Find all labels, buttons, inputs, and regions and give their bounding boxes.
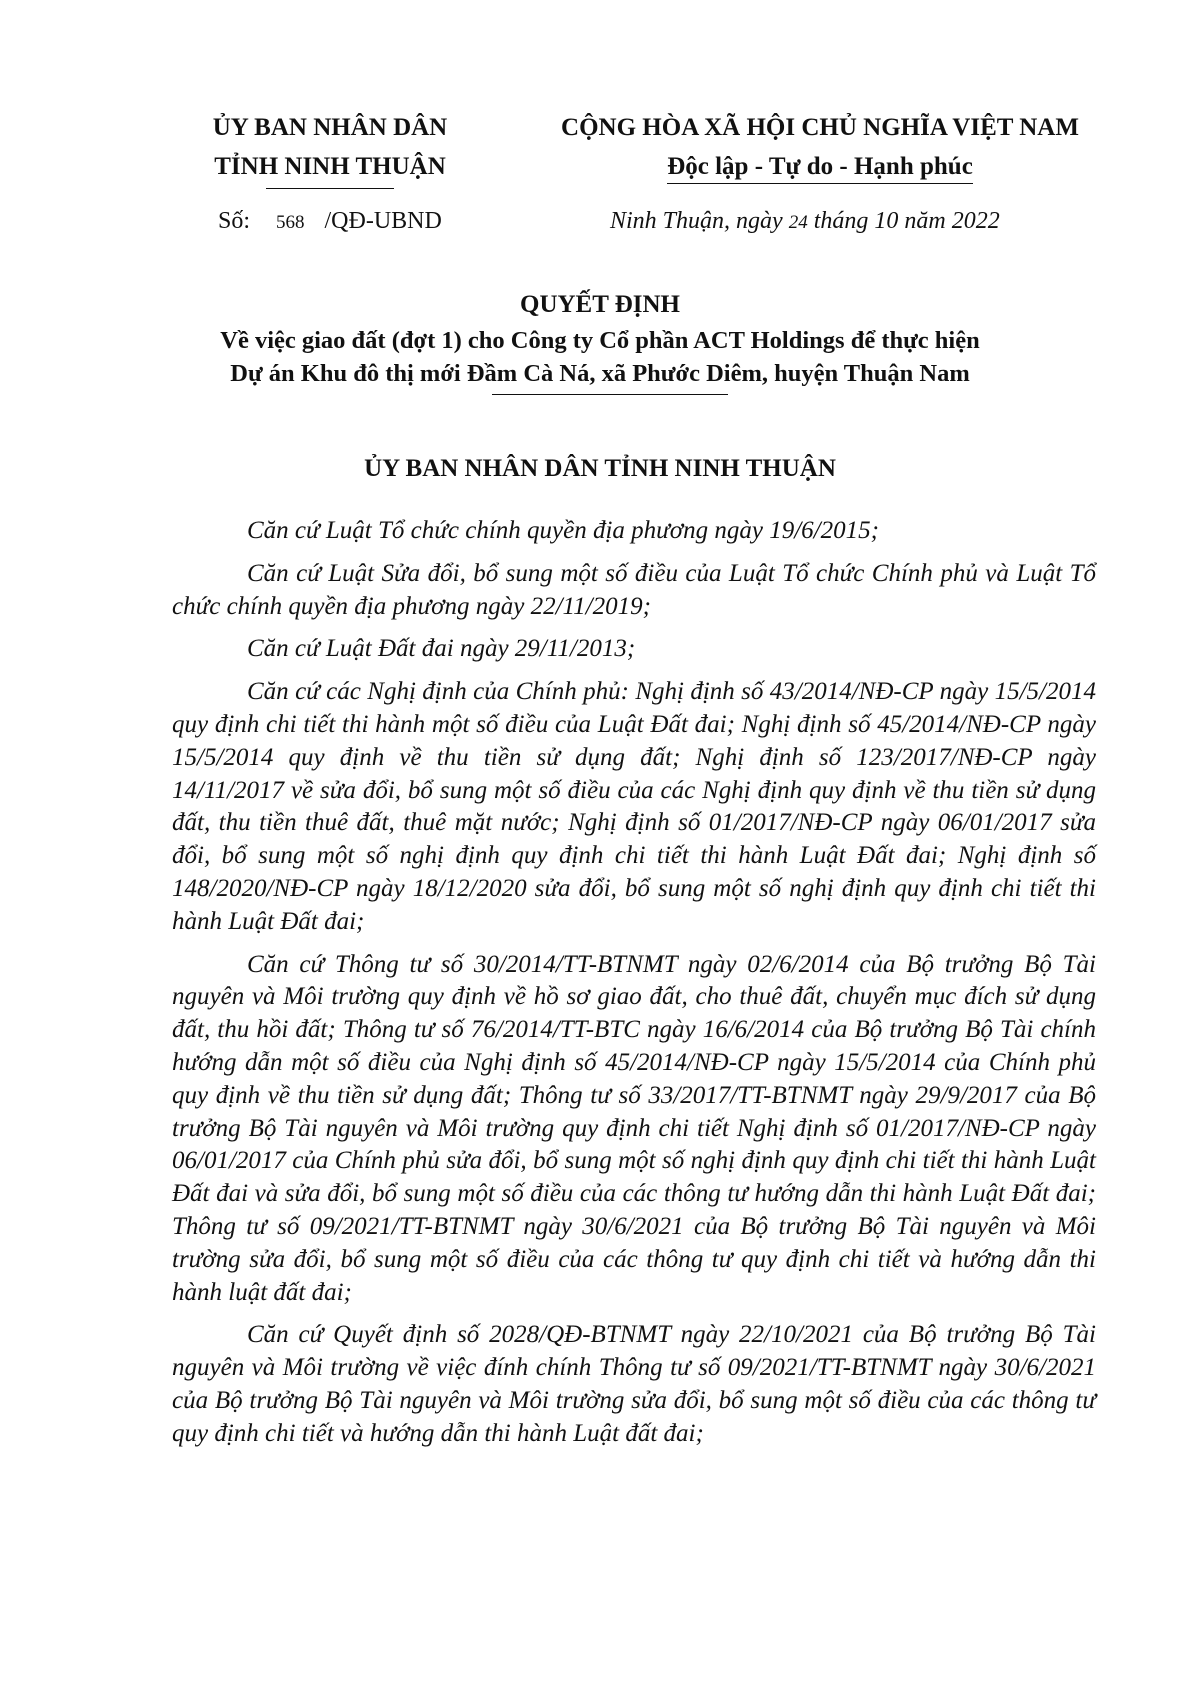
issuing-authority: ỦY BAN NHÂN DÂN TỈNH NINH THUẬN [364, 455, 836, 482]
agency-divider [266, 188, 394, 189]
number-prefix: Số: [218, 208, 251, 234]
national-header [530, 108, 1110, 186]
basis-paragraph: Căn cứ Quyết định số 2028/QĐ-BTNMT ngày 22/10/2021 của Bộ trưởng Bộ Tài nguyên và Môi trường về việc đính chính Thông tư số 09/2021/TT-BTNMT ngày 30/6/2021 của Bộ trưởng Bộ Tài nguyên và Môi trường sửa đổi, bổ sung một số điều của các thông tư quy định chi tiết và hướng dẫn thi hành Luật đất đai; [172, 1321, 1096, 1447]
decision-subject-line-1: Về việc giao đất (đợt 1) cho Công ty Cổ phần ACT Holdings để thực hiện [220, 327, 980, 354]
decision-title: QUYẾT ĐỊNH [520, 291, 680, 318]
legal-basis [172, 515, 1096, 1461]
issue-date [610, 208, 1000, 235]
republic-title: CỘNG HÒA XÃ HỘI CHỦ NGHĨA VIỆT NAM [561, 114, 1079, 141]
decision-subject-line-2: Dự án Khu đô thị mới Đầm Cà Ná, xã Phước Diêm, huyện Thuận Nam [230, 360, 970, 387]
agency-line-1: ỦY BAN NHÂN DÂN [212, 114, 448, 141]
decision-heading [0, 287, 1200, 395]
agency-line-2: TỈNH NINH THUẬN [214, 153, 446, 180]
date-suffix: tháng 10 năm 2022 [813, 208, 1000, 234]
basis-paragraph: Căn cứ Luật Đất đai ngày 29/11/2013; [247, 635, 636, 663]
date-day: 24 [788, 212, 808, 233]
national-motto: Độc lập - Tự do - Hạnh phúc [667, 152, 973, 184]
decision-divider [492, 394, 728, 395]
basis-paragraph: Căn cứ các Nghị định của Chính phủ: Nghị định số 43/2014/NĐ-CP ngày 15/5/2014 quy định chi tiết thi hành một số điều của Luật Đất đai; Nghị định số 45/2014/NĐ-CP ngày 15/5/2014 quy định về thu tiền sử dụng đất; Nghị định số 123/2017/NĐ-CP ngày 14/11/2017 về sửa đổi, bổ sung một số điều của các Nghị định quy định về thu tiền sử dụng đất, thu tiền thuê đất, thuê mặt nước; Nghị định số 01/2017/NĐ-CP ngày 06/01/2017 sửa đổi, bổ sung một số nghị định quy định chi tiết thi hành Luật Đất đai; Nghị định số 148/2020/NĐ-CP ngày 18/12/2020 sửa đổi, bổ sung một số nghị định quy định chi tiết thi hành Luật Đất đai; [172, 678, 1096, 935]
date-prefix: Ninh Thuận, ngày [610, 208, 783, 234]
number-value: 568 [276, 212, 305, 233]
issuing-agency [170, 108, 490, 189]
basis-paragraph: Căn cứ Luật Sửa đổi, bổ sung một số điều của Luật Tổ chức Chính phủ và Luật Tổ chức chính quyền địa phương ngày 22/11/2019; [172, 559, 1096, 620]
basis-paragraph: Căn cứ Thông tư số 30/2014/TT-BTNMT ngày 02/6/2014 của Bộ trưởng Bộ Tài nguyên và Môi trường quy định về hồ sơ giao đất, cho thuê đất, chuyển mục đích sử dụng đất, thu hồi đất; Thông tư số 76/2014/TT-BTC ngày 16/6/2014 của Bộ trưởng Bộ Tài chính hướng dẫn một số điều của Nghị định số 45/2014/NĐ-CP ngày 15/5/2014 của Chính phủ quy định về thu tiền sử dụng đất; Thông tư số 33/2017/TT-BTNMT ngày 29/9/2017 của Bộ trưởng Bộ Tài nguyên và Môi trường quy định chi tiết Nghị định số 01/2017/NĐ-CP ngày 06/01/2017 của Chính phủ sửa đổi, bổ sung một số nghị định quy định chi tiết thi hành Luật Đất đai và sửa đổi, bổ sung một số điều của các thông tư hướng dẫn thi hành Luật Đất đai; Thông tư số 09/2021/TT-BTNMT ngày 30/6/2021 của Bộ trưởng Bộ Tài nguyên và Môi trường sửa đổi, bổ sung một số điều của các thông tư quy định chi tiết và hướng dẫn thi hành luật đất đai; [172, 950, 1096, 1306]
number-suffix: /QĐ-UBND [324, 208, 442, 234]
document-number [218, 208, 442, 235]
basis-paragraph: Căn cứ Luật Tổ chức chính quyền địa phương ngày 19/6/2015; [247, 517, 879, 544]
